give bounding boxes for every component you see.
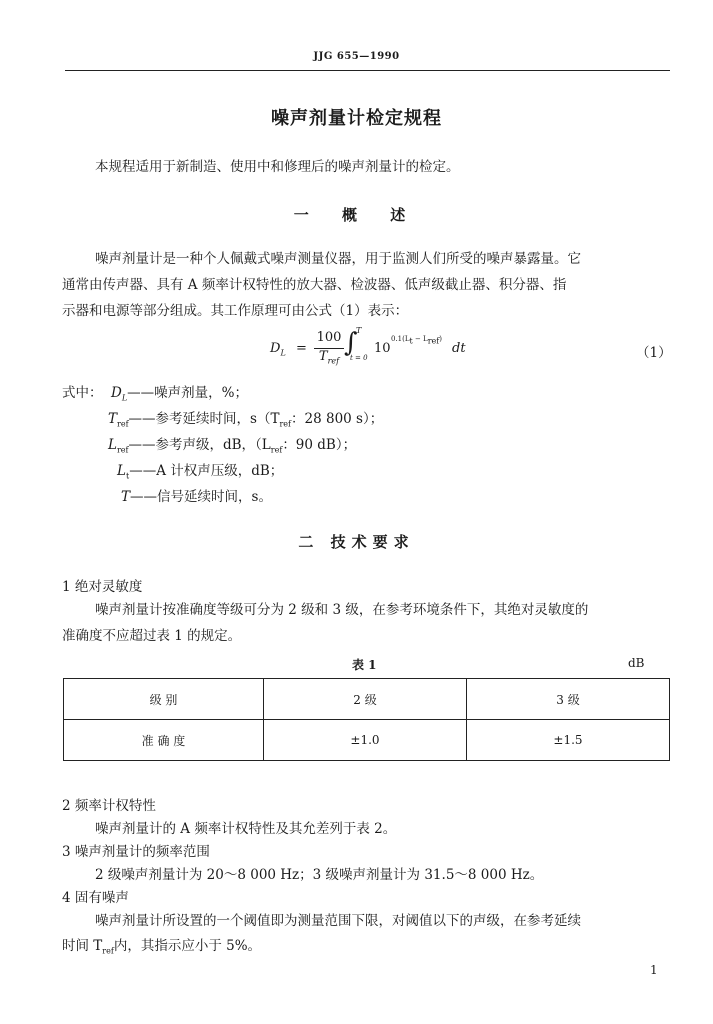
item-1-title: 1 绝对灵敏度: [62, 579, 143, 595]
formula-denominator: $T_{ref}$: [318, 349, 340, 366]
item-1-line-2: 准确度不应超过表 1 的规定。: [62, 628, 242, 644]
def-lref: $L_{ref}——$参考声级，dB，（$L_{ref}$：90 dB）；: [108, 437, 357, 455]
table-header-cell: 级 别: [64, 679, 264, 720]
formula-equals: =: [296, 341, 307, 356]
table-cell: ±1.0: [264, 720, 467, 761]
table-row: [64, 720, 670, 761]
overview-line-2: 通常由传声器、具有 A 频率计权特性的放大器、检波器、低声级截止器、积分器、指: [62, 277, 567, 293]
table-unit: dB: [628, 656, 645, 670]
table-header-row: [64, 679, 670, 720]
document-code-header: JJG 655—1990: [313, 51, 400, 62]
table-cell: 准 确 度: [64, 720, 264, 761]
item-4-title: 4 固有噪声: [62, 890, 129, 906]
integral-lower: t = 0: [350, 354, 368, 362]
item-1-line-1: 噪声剂量计按准确度等级可分为 2 级和 3 级，在参考环境条件下，其绝对灵敏度的: [95, 602, 589, 618]
def-dose: $D_L——$噪声剂量，%；: [111, 385, 248, 403]
formula-number: （1）: [636, 345, 672, 361]
def-tref: $T_{ref}——$参考延续时间，$s(T_{ref}$：28 800 s）；: [108, 411, 384, 429]
formula-base: 10: [374, 341, 391, 356]
table-header-cell: 3 级: [467, 679, 670, 720]
integral-upper: T: [356, 326, 362, 335]
header-rule: [65, 70, 670, 71]
where-label: 式中：: [62, 385, 103, 401]
table-caption: 表 1: [352, 658, 377, 672]
item-4-line-2: 时间 $T_{ref}$内，其指示应小于 5%。: [62, 938, 262, 956]
item-2-title: 2 频率计权特性: [62, 798, 156, 814]
formula-exponent: $0.1(L_t - L_{ref})$: [391, 335, 442, 346]
def-t: T——信号延续时间，s。: [121, 489, 272, 505]
item-2-text: 噪声剂量计的 A 频率计权特性及其允差列于表 2。: [95, 821, 397, 837]
integral-sign: ∫: [344, 328, 358, 358]
formula-numerator: 100: [316, 330, 342, 345]
item-4-line-1: 噪声剂量计所设置的一个阈值即为测量范围下限，对阈值以下的声级，在参考延续: [95, 913, 581, 929]
table-header-cell: 2 级: [264, 679, 467, 720]
section-1-heading: 一 概 述: [293, 206, 420, 224]
dose-formula: [270, 326, 510, 366]
overview-line-1: 噪声剂量计是一种个人佩戴式噪声测量仪器，用于监测人们所受的噪声暴露量。它: [95, 251, 581, 267]
formula-lhs: $D_L$: [270, 341, 286, 358]
item-3-text: 2 级噪声剂量计为 20～8 000 Hz；3 级噪声剂量计为 31.5～8 000 Hz。: [95, 867, 544, 883]
section-2-heading: 二 技术要求: [298, 533, 415, 551]
page-title: 噪声剂量计检定规程: [271, 108, 442, 129]
formula-dt: dt: [452, 341, 466, 356]
page-number: 1: [650, 963, 658, 977]
accuracy-table: [63, 678, 670, 761]
overview-line-3: 示器和电源等部分组成。其工作原理可由公式（1）表示：: [62, 303, 409, 319]
def-lt: $L_t——A$ 计权声压级，dB；: [117, 463, 284, 481]
table-cell: ±1.5: [467, 720, 670, 761]
scope-statement: 本规程适用于新制造、使用中和修理后的噪声剂量计的检定。: [95, 159, 460, 175]
item-3-title: 3 噪声剂量计的频率范围: [62, 844, 210, 860]
